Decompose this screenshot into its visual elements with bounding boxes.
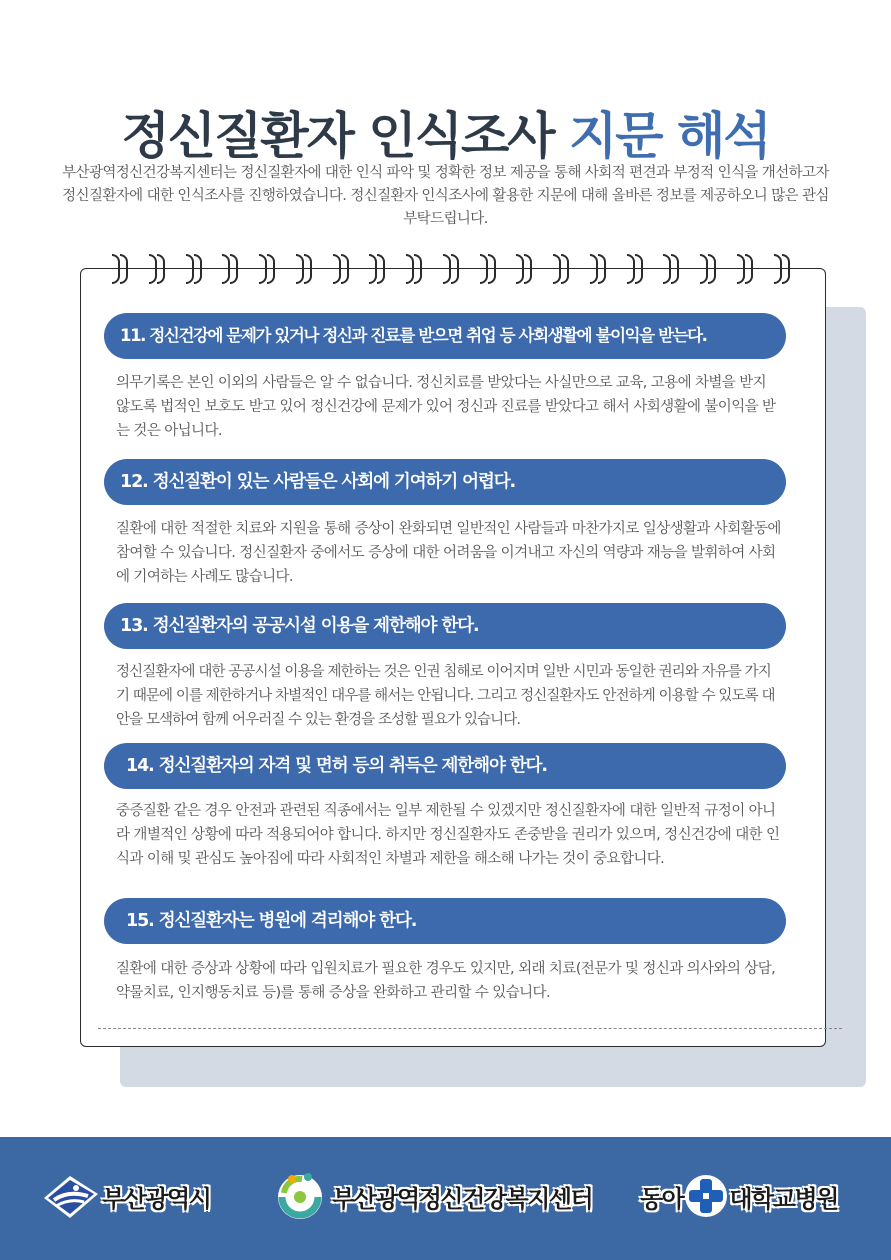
question-15: 15. 정신질환자는 병원에 격리해야 한다. [104,898,786,944]
binder-ring [112,250,130,284]
busan-city-logo [40,1166,210,1226]
binder-ring [737,250,755,284]
binder-ring [480,250,498,284]
binder-ring [443,250,461,284]
binder-rings [112,250,792,284]
medical-cross-icon [683,1173,729,1219]
answer-13: 정신질환자에 대한 공공시설 이용을 제한하는 것은 인권 침해로 이어지며 일반 시민과 동일한 권리와 자유를 가지기 때문에 이를 제한하거나 차별적인 대우를 해서는 안됩니다. 그리고 정신질환자도 안전하게 이용할 수 있도록 대안을 모색하여 함께 어우러질 수 있는 환경을 조성할 필요가 있습니다. [116,664,775,728]
binder-ring [700,250,718,284]
binder-ring [259,250,277,284]
busan-emblem-icon [40,1168,102,1224]
title-accent: 지문 해석 [568,107,770,165]
question-11: 11. 정신건강에 문제가 있거나 정신과 진료를 받으면 취업 등 사회생활에 불이익을 받는다. [104,313,786,359]
binder-ring [406,250,424,284]
center-logo-text: 부산광역정신건강복지센터 [332,1184,593,1213]
binder-ring [590,250,608,284]
binder-ring [369,250,387,284]
dong-a-hospital-logo [640,1166,838,1226]
busan-logo-text: 부산광역시 [102,1184,211,1213]
page-title [0,96,891,168]
mental-health-center-logo [272,1166,592,1226]
hospital-prefix-text: 동아 [640,1184,684,1213]
answer-11: 의무기록은 본인 이외의 사람들은 알 수 없습니다. 정신치료를 받았다는 사실만으로 교육, 고용에 차별을 받지 않도록 법적인 보호도 받고 있어 정신건강에 문제가 있어 정신과 진료를 받았다고 해서 사회생활에 불이익을 받는 것은 아닙니다. [116,375,776,439]
title-main: 정신질환자 인식조사 [121,107,569,165]
binder-ring [516,250,534,284]
binder-ring [774,250,792,284]
binder-ring [553,250,571,284]
hospital-suffix-text: 대학교병원 [729,1184,838,1213]
binder-ring [296,250,314,284]
answer-14: 중증질환 같은 경우 안전과 관련된 직종에서는 일부 제한될 수 있겠지만 정신질환자에 대한 일반적 규정이 아니라 개별적인 상황에 따라 적용되어야 합니다. 하지만 정신질환자도 존중받을 권리가 있으며, 정신건강에 대한 인식과 이해 및 관심도 높아짐에 따라 사회적인 차별과 제한을 해소해 나가는 것이 중요합니다. [116,803,780,867]
answer-15: 질환에 대한 증상과 상황에 따라 입원치료가 필요한 경우도 있지만, 외래 치료(전문가 및 정신과 의사와의 상담, 약물치료, 인지행동치료 등)를 통해 증상을 완화하고 관리할 수 있습니다. [116,961,776,1001]
question-12: 12. 정신질환이 있는 사람들은 사회에 기여하기 어렵다. [104,459,786,505]
binder-ring [149,250,167,284]
question-14: 14. 정신질환자의 자격 및 면허 등의 취득은 제한해야 한다. [104,743,786,789]
answer-12: 질환에 대한 적절한 치료와 지원을 통해 증상이 완화되면 일반적인 사람들과 마찬가지로 일상생활과 사회활동에 참여할 수 있습니다. 정신질환자 중에서도 증상에 대한 어려움을 이겨내고 자신의 역량과 재능을 발휘하여 사회에 기여하는 사례도 많습니다. [116,521,781,585]
question-13: 13. 정신질환자의 공공시설 이용을 제한해야 한다. [104,603,786,649]
center-emblem-icon [272,1167,328,1225]
binder-ring [222,250,240,284]
dashed-divider [98,1028,842,1029]
binder-ring [333,250,351,284]
binder-ring [627,250,645,284]
binder-ring [186,250,204,284]
intro-text: 부산광역정신건강복지센터는 정신질환자에 대한 인식 파악 및 정확한 정보 제공을 통해 사회적 편견과 부정적 인식을 개선하고자 정신질환자에 대한 인식조사를 진행하였습니다. 정신질환자 인식조사에 활용한 지문에 대해 올바른 정보를 제공하오니 많은 관심 부탁드립니다. [62,165,829,227]
binder-ring [663,250,681,284]
